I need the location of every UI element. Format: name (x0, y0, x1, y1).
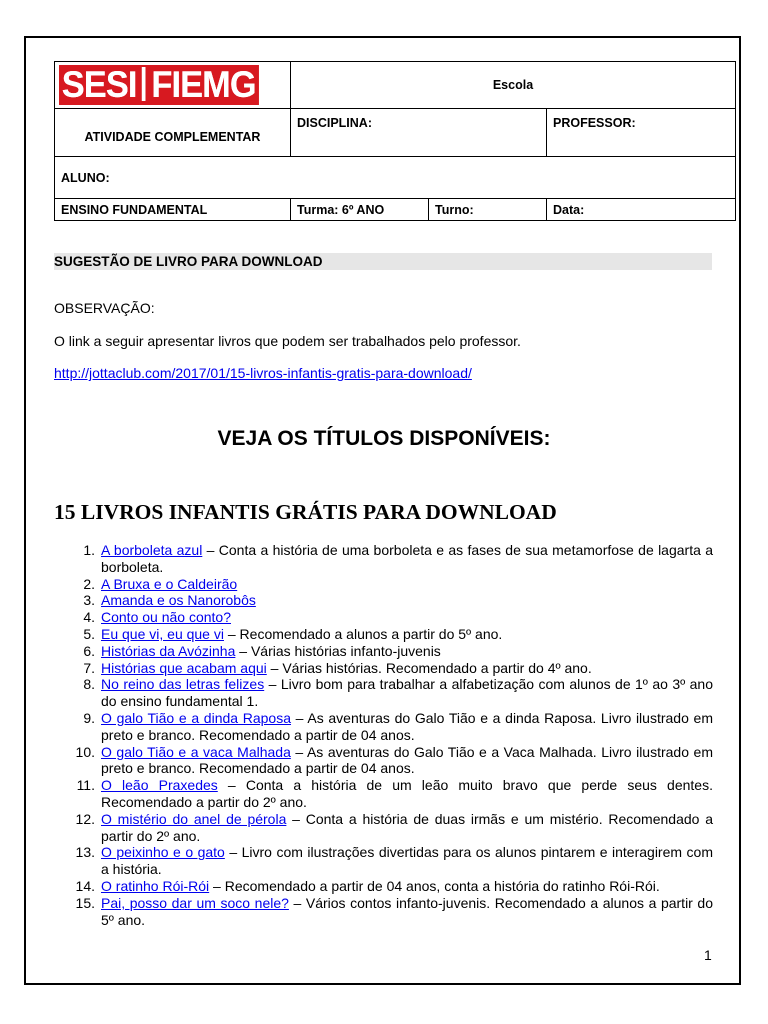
list-item: 4. Conto ou não conto? (83, 609, 231, 626)
book-link[interactable]: A borboleta azul (101, 542, 203, 558)
book-link[interactable]: Eu que vi, eu que vi (101, 625, 224, 642)
list-item: 6. Histórias da Avózinha – Várias histórias infanto-juvenis (83, 642, 441, 659)
book-link[interactable]: O leão Praxedes (101, 777, 218, 794)
list-item: 13. O peixinho e o gato – Livro com ilustrações divertidas para os alunos pintarem e interagirem com a história. (75, 844, 713, 878)
section-title: SUGESTÃO DE LIVRO PARA DOWNLOAD (54, 253, 712, 270)
list-item: 11. O leão Praxedes – Conta a história de um leão muito bravo que perde seus dentes. Recomendado a partir do 2º ano. (76, 777, 713, 810)
teacher-field[interactable]: PROFESSOR: (547, 109, 736, 157)
list-item: 14. O ratinho Rói-Rói – Recomendado a partir de 04 anos, conta a história do ratinho Rói-Rói. (75, 877, 660, 894)
download-link[interactable]: http://jottaclub.com/2017/01/15-livros-infantis-gratis-para-download/ (54, 365, 472, 381)
book-link[interactable]: O mistério do anel de pérola (101, 810, 287, 827)
list-item: 15. Pai, posso dar um soco nele? – Vários contos infanto-juvenis. Recomendado a alunos a partir do 5º ano. (75, 894, 713, 928)
book-link[interactable]: Histórias que acabam aqui (101, 659, 267, 676)
list-item: 10. O galo Tião e a vaca Malhada – As aventuras do Galo Tião e a Vaca Malhada. Livro ilustrado em preto e branco. Recomendado a partir de 04 anos. (75, 743, 713, 777)
page-number: 1 (704, 947, 712, 963)
book-link[interactable]: Conto ou não conto? (101, 609, 231, 626)
book-link[interactable]: Pai, posso dar um soco nele? (101, 894, 289, 911)
list-item: 7. Histórias que acabam aqui – Várias histórias. Recomendado a partir do 4º ano. (83, 659, 592, 676)
list-item: 9. O galo Tião e a dinda Raposa – As aventuras do Galo Tião e a dinda Raposa. Livro ilustrado em preto e branco. Recomendado a partir de 04 anos. (83, 709, 713, 743)
available-titles-heading: VEJA OS TÍTULOS DISPONÍVEIS: (217, 427, 551, 450)
shift-field[interactable]: Turno: (429, 199, 547, 221)
book-link[interactable]: O peixinho e o gato (101, 844, 225, 861)
discipline-field[interactable]: DISCIPLINA: (291, 109, 547, 157)
book-link[interactable]: O galo Tião e a dinda Raposa (101, 709, 291, 726)
book-link[interactable]: No reino das letras felizes (101, 676, 265, 693)
level-label: ENSINO FUNDAMENTAL (55, 199, 291, 221)
activity-label: ATIVIDADE COMPLEMENTAR (55, 109, 291, 157)
class-field[interactable]: Turma: 6º ANO (291, 199, 429, 221)
logo-cell (55, 62, 291, 109)
header-table (54, 61, 736, 221)
list-item: 1. A borboleta azul – Conta a história de uma borboleta e as fases de sua metamorfose de lagarta a borboleta. (83, 542, 714, 575)
book-list (54, 542, 713, 928)
observation-label: OBSERVAÇÃO: (54, 300, 155, 316)
book-list-heading: 15 LIVROS INFANTIS GRÁTIS PARA DOWNLOAD (54, 500, 557, 524)
list-item: 2. A Bruxa e o Caldeirão (83, 575, 238, 592)
book-link[interactable]: O ratinho Rói-Rói (101, 877, 210, 894)
list-item: 3. Amanda e os Nanorobôs (83, 592, 256, 609)
book-link[interactable]: A Bruxa e o Caldeirão (101, 575, 238, 592)
school-label: Escola (291, 62, 736, 109)
book-link[interactable]: Amanda e os Nanorobôs (101, 592, 256, 609)
book-link[interactable]: O galo Tião e a vaca Malhada (101, 743, 291, 760)
student-field[interactable]: ALUNO: (55, 157, 736, 199)
sesi-fiemg-logo: SESI FIEMG (59, 65, 258, 105)
list-item: 8. No reino das letras felizes – Livro bom para trabalhar a alfabetização com alunos de 1º ao 3º ano do ensino fundamental 1. (83, 676, 714, 710)
observation-text: O link a seguir apresentar livros que podem ser trabalhados pelo professor. (54, 333, 521, 349)
date-field[interactable]: Data: (547, 199, 736, 221)
list-item: 5. Eu que vi, eu que vi – Recomendado a alunos a partir do 5º ano. (83, 625, 503, 642)
list-item: 12. O mistério do anel de pérola – Conta a história de duas irmãs e um mistério. Recomendado a partir do 2º ano. (75, 810, 714, 844)
book-link[interactable]: Histórias da Avózinha (101, 642, 236, 659)
